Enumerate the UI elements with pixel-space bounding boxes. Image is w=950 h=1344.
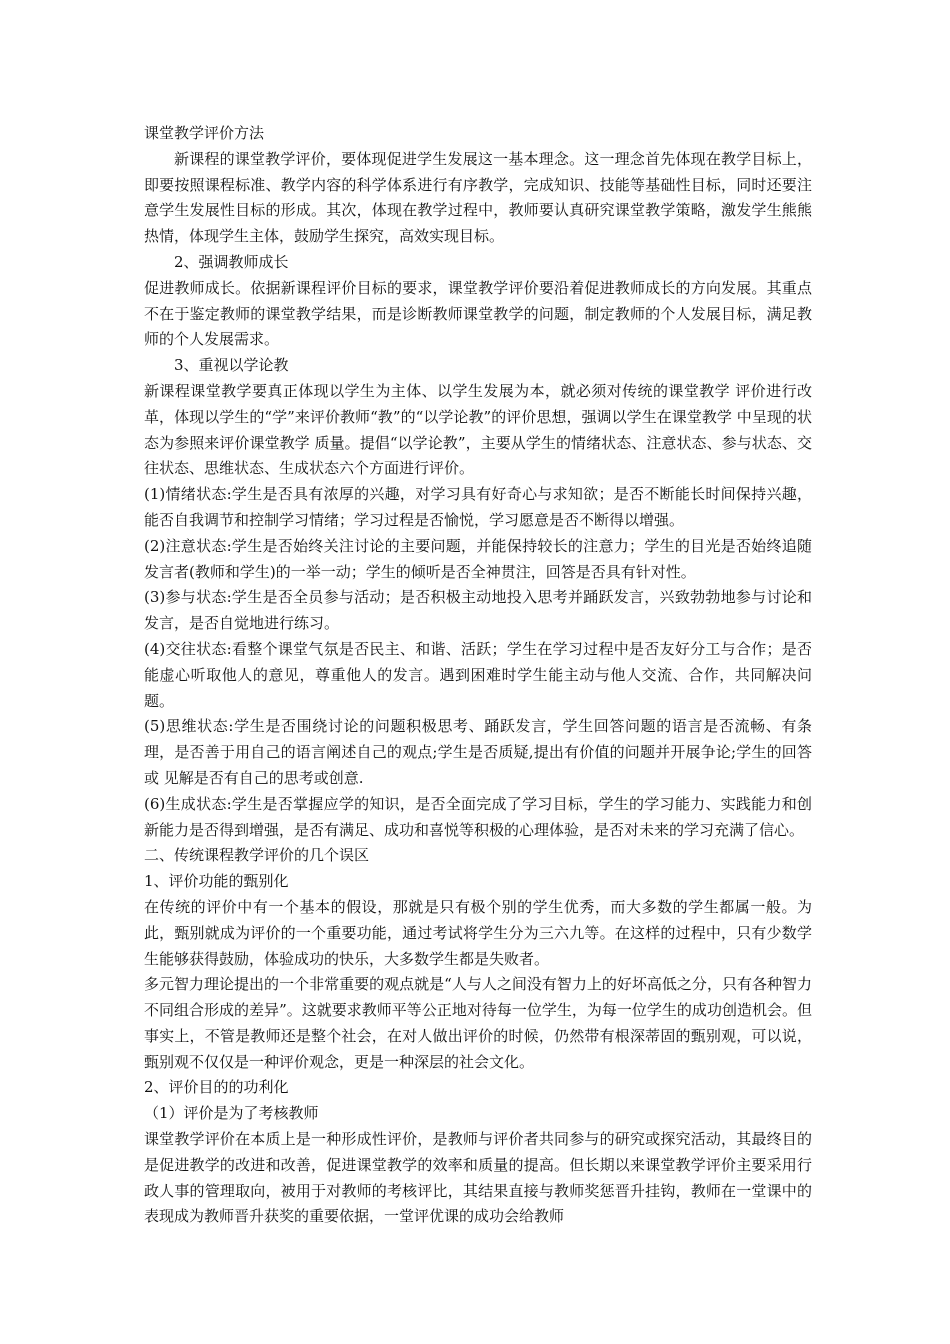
screening-paragraph-1: 在传统的评价中有一个基本的假设，那就是只有极个别的学生优秀，而大多数的学生都属一般。为此，甄别就成为评价的一个重要功能，通过考试将学生分为三六九等。在这样的过程中，只有少数学生能够获得鼓励，体验成功的快乐，大多数学生都是失败者。 — [144, 897, 812, 968]
teacher-growth-paragraph: 促进教师成长。依据新课程评价目标的要求，课堂教学评价要沿着促进教师成长的方向发展。其重点不在于鉴定教师的课堂教学结果，而是诊断教师课堂教学的问题，制定教师的个人发展目标，满足教师的个人发展需求。 — [144, 278, 812, 349]
list-item-attention-state: (2)注意状态:学生是否始终关注讨论的主要问题，并能保持较长的注意力；学生的目光是否始终追随发言者(教师和学生)的一举一动；学生的倾听是否全神贯注，回答是否具有针对性。 — [144, 536, 812, 581]
document-page — [144, 121, 812, 1230]
screening-paragraph-2: 多元智力理论提出的一个非常重要的观点就是“人与人之间没有智力上的好坏高低之分，只有各种智力不同组合形成的差异”。这就要求教师平等公正地对待每一位学生，为每一位学生的成功创造机会。但事实上，不管是教师还是整个社会，在对人做出评价的时候，仍然带有根深蒂固的甄别观，可以说，甄别观不仅仅是一种评价观念，更是一种深层的社会文化。 — [144, 975, 812, 1071]
list-item-thinking-state: (5)思维状态:学生是否围绕讨论的问题积极思考、踊跃发言，学生回答问题的语言是否流畅、有条理，是否善于用自己的语言阐述自己的观点;学生是否质疑,提出有价值的问题并开展争论;学生的回答或 见解是否有自己的思考或创意. — [144, 717, 812, 787]
subheading-utilitarian: 2、评价目的的功利化 — [144, 1078, 289, 1097]
sub-subheading-assess-teachers: （1）评价是为了考核教师 — [144, 1104, 319, 1123]
section-heading-teacher-growth: 2、强调教师成长 — [174, 252, 289, 271]
document-title: 课堂教学评价方法 — [144, 124, 265, 142]
utilitarian-paragraph: 课堂教学评价在本质上是一种形成性评价，是教师与评价者共同参与的研究或探究活动，其最终目的是促进教学的改进和改善，促进课堂教学的效率和质量的提高。但长期以来课堂教学评价主要采用行政人事的管理取向，被用于对教师的考核评比，其结果直接与教师奖惩晋升挂钩，教师在一堂课中的表现成为教师晋升获奖的重要依据，一堂评优课的成功会给教师 — [144, 1130, 812, 1226]
list-item-emotion-state: (1)情绪状态:学生是否具有浓厚的兴趣，对学习具有好奇心与求知欲；是否不断能长时间保持兴趣，能否自我调节和控制学习情绪；学习过程是否愉悦，学习愿意是否不断得以增强。 — [144, 485, 812, 529]
subheading-screening: 1、评价功能的甄别化 — [144, 872, 289, 891]
part-two-heading: 二、传统课程教学评价的几个误区 — [144, 846, 370, 865]
learning-based-teaching-paragraph: 新课程课堂教学要真正体现以学生为主体、以学生发展为本，就必须对传统的课堂教学 评价进行改革，体现以学生的“学”来评价教师“教”的“以学论教”的评价思想，强调以学生在课堂教学 中呈现的状态为参照来评价课堂教学 质量。提倡“以学论教”，主要从学生的情绪状态、注意状态、参与状态、交往状态、思维状态、生成状态六个方面进行评价。 — [144, 381, 812, 478]
list-item-interaction-state: (4)交往状态:看整个课堂气氛是否民主、和谐、活跃；学生在学习过程中是否友好分工与合作；是否能虚心听取他人的意见，尊重他人的发言。遇到困难时学生能主动与他人交流、合作，共同解决问题。 — [144, 639, 812, 710]
list-item-participation-state: (3)参与状态:学生是否全员参与活动；是否积极主动地投入思考并踊跃发言，兴致勃勃地参与讨论和发言，是否自觉地进行练习。 — [144, 588, 812, 633]
intro-paragraph: 新课程的课堂教学评价，要体现促进学生发展这一基本理念。这一理念首先体现在教学目标上，即要按照课程标准、教学内容的科学体系进行有序教学，完成知识、技能等基础性目标，同时还要注意学生发展性目标的形成。其次，体现在教学过程中，教师要认真研究课堂教学策略，激发学生熊熊热情，体现学生主体，鼓励学生探究，高效实现目标。 — [144, 149, 812, 246]
section-heading-learning-based-teaching: 3、重视以学论教 — [174, 356, 289, 375]
list-item-generation-state: (6)生成状态:学生是否掌握应学的知识，是否全面完成了学习目标，学生的学习能力、实践能力和创新能力是否得到增强，是否有满足、成功和喜悦等积极的心理体验，是否对未来的学习充满了信心。 — [144, 794, 812, 839]
